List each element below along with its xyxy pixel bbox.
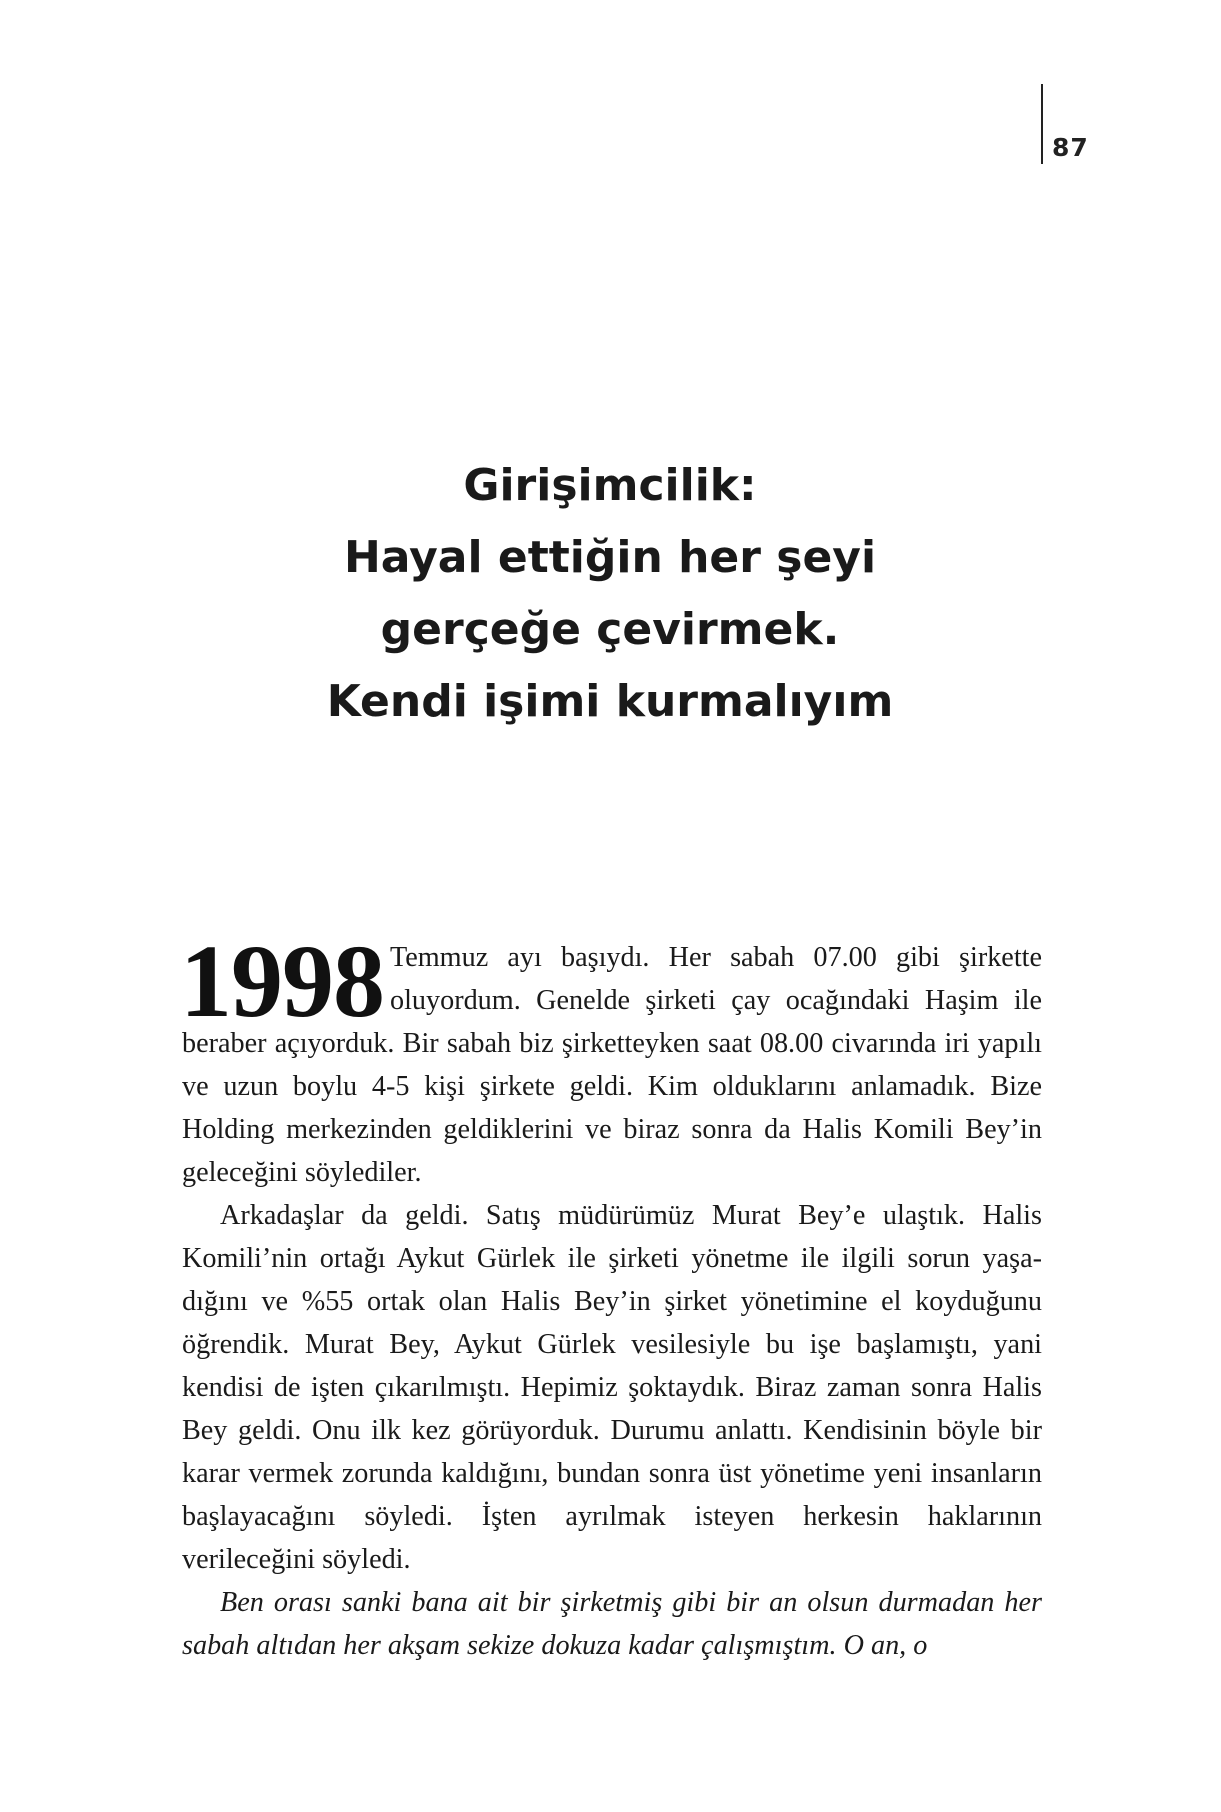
chapter-title-line: gerçeğe çevirmek. <box>380 604 840 655</box>
chapter-title-line: Girişimcilik: <box>463 460 757 511</box>
dropcap-year: 1998 <box>180 924 384 1039</box>
paragraph-2: Arkadaşlar da geldi. Satış müdürümüz Murat Bey’e ulaştık. Halis Komili’nin ortağı Aykut Gürlek ile şirketi yönetme ile ilgili sorun yaşadığını ve %55 ortak olan Halis Bey’in şirket yönetimine el koyduğunu öğrendik. Murat Bey, Aykut Gürlek vesilesiyle bu işe başlamıştı, yani kendisi de işten çıkarılmıştı. Hepimiz şoktaydık. Biraz zaman sonra Halis Bey geldi. Onu ilk kez görüyorduk. Durumu anlattı. Kendisinin böyle bir karar vermek zorunda kaldığını, bundan sonra üst yönetime yeni insanların başlayacağını söyledi. İşten ayrılmak isteyen herkesin haklarının verileceğini söyledi. <box>182 1200 1042 1575</box>
header-rule <box>1041 84 1043 164</box>
chapter-title-line: Hayal ettiğin her şeyi <box>343 532 877 583</box>
paragraph-1 <box>180 924 1042 1194</box>
body-text <box>180 924 1042 1667</box>
paragraph-3: Ben orası sanki bana ait bir şirketmiş gibi bir an olsun durmadan her sabah altıdan her akşam sekize dokuza kadar çalışmıştım. O an, o <box>182 1587 1042 1661</box>
page-number: 87 <box>1052 133 1089 162</box>
chapter-title-line: Kendi işimi kurmalıyım <box>326 676 894 727</box>
chapter-title <box>170 450 1050 738</box>
paragraph-1-text: Temmuz ayı başıydı. Her sabah 07.00 gibi şirkette oluyordum. Genelde şirketi çay ocağındaki Haşim ile beraber açıyorduk. Bir sabah biz şirketteyken saat 08.00 civarında iri yapılı ve uzun boylu 4-5 kişi şirkete geldi. Kim olduklarını anlamadık. Bize Holding merkezinden geldiklerini ve biraz sonra da Halis Komili Bey’in geleceğini söylediler. <box>182 942 1042 1188</box>
